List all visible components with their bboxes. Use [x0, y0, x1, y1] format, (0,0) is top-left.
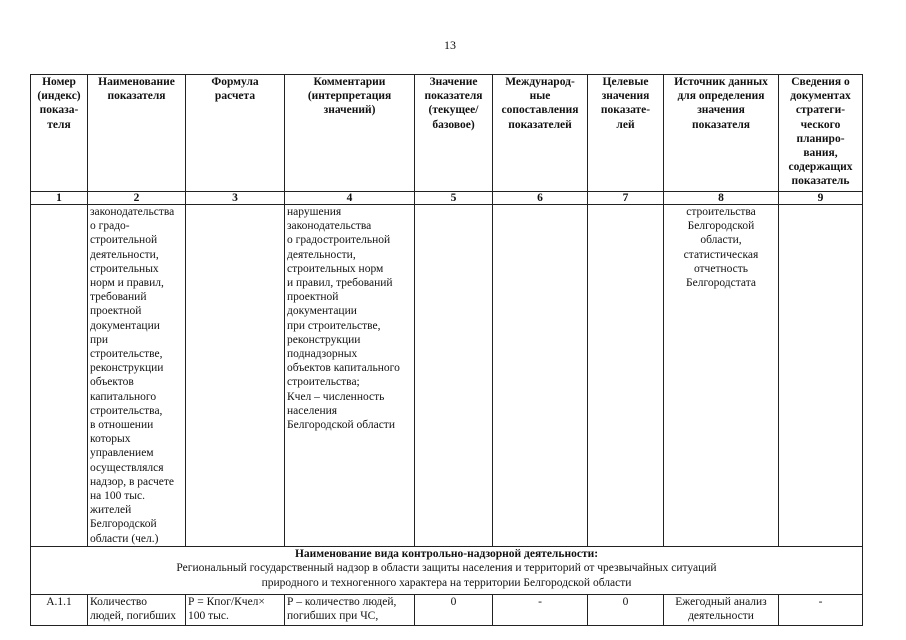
- text-line: сопоставления: [501, 104, 579, 117]
- text-line: (индекс): [37, 90, 81, 103]
- text-line: Кчел – численность: [287, 390, 385, 403]
- text-line: капитального: [90, 390, 157, 403]
- text-line: при строительстве,: [287, 319, 381, 332]
- text-line: документах: [790, 90, 851, 103]
- text-line: Номер: [42, 76, 76, 88]
- indicator-row: [31, 594, 863, 625]
- column-number: 7: [588, 192, 664, 205]
- text-line: Р = Кпог/Кчел×: [188, 595, 265, 608]
- text-line: (текущее/: [428, 104, 479, 117]
- strategic-docs-cell: [779, 205, 863, 547]
- text-line: Сведения о: [791, 76, 850, 88]
- text-line: Белгородстата: [686, 277, 756, 290]
- text-line: о градо-: [90, 220, 130, 233]
- page-number: 13: [444, 38, 456, 52]
- text-line: поднадзорных: [287, 348, 358, 361]
- column-number: 6: [493, 192, 588, 205]
- text-line: населения: [287, 404, 338, 417]
- text-line: в отношении: [90, 419, 154, 432]
- text-line: Ежегодный анализ: [675, 595, 767, 608]
- section-line: Региональный государственный надзор в области защиты населения и территорий от чрезвычайных ситуаций: [176, 562, 717, 575]
- value-cell: [415, 205, 493, 547]
- indicator-table: [30, 74, 863, 626]
- text-line: показателя: [424, 90, 483, 103]
- header-cell: [31, 75, 88, 192]
- text-line: Международ-: [505, 76, 575, 88]
- target-cell: 0: [588, 594, 664, 625]
- section-row: [31, 546, 863, 594]
- text-line: жителей: [90, 504, 132, 517]
- text-line: показателя: [691, 118, 751, 131]
- text-line: (интерпретация: [307, 90, 392, 103]
- text-line: строительной: [90, 234, 158, 247]
- text-line: статистическая: [683, 248, 759, 261]
- text-line: области (чел.): [90, 532, 159, 545]
- header-cell: [285, 75, 415, 192]
- text-line: строительства;: [287, 376, 360, 389]
- text-line: планиро-: [796, 132, 845, 145]
- text-line: строительства: [686, 206, 756, 218]
- text-line: показате-: [600, 104, 651, 117]
- text-line: Комментарии: [313, 76, 386, 88]
- text-line: вания,: [803, 147, 838, 160]
- header-cell: [664, 75, 779, 192]
- text-line: стратеги-: [795, 104, 846, 117]
- column-number: 5: [415, 192, 493, 205]
- index-cell: [31, 205, 88, 547]
- header-cell: [779, 75, 863, 192]
- text-line: осуществлялся: [90, 461, 164, 474]
- text-line: ные: [529, 90, 551, 103]
- section-cell: [31, 546, 863, 594]
- text-line: значений): [323, 104, 376, 117]
- text-line: строительных норм: [287, 262, 384, 275]
- source-cell: [664, 594, 779, 625]
- text-line: деятельности,: [287, 248, 356, 261]
- text-line: строительства,: [90, 404, 163, 417]
- text-line: ческого: [800, 118, 841, 131]
- text-line: документации: [287, 305, 357, 318]
- text-line: Целевые: [602, 76, 649, 88]
- strategic-docs-cell: -: [779, 594, 863, 625]
- index-cell: А.1.1: [31, 594, 88, 625]
- text-line: объектов: [90, 376, 134, 389]
- text-line: Источник данных: [674, 76, 768, 88]
- text-line: расчета: [214, 90, 256, 103]
- text-line: показатель: [791, 175, 850, 188]
- text-line: Р – количество людей,: [287, 595, 397, 608]
- continuation-row: [31, 205, 863, 547]
- international-cell: -: [493, 594, 588, 625]
- text-line: отчетность: [693, 262, 749, 275]
- header-cell: [588, 75, 664, 192]
- section-line: природного и техногенного характера на территории Белгородской области: [261, 576, 632, 589]
- text-line: надзор, в расчете: [90, 475, 175, 488]
- source-cell: [664, 205, 779, 547]
- column-number: 2: [88, 192, 186, 205]
- text-line: области,: [700, 234, 742, 247]
- header-cell: [415, 75, 493, 192]
- text-line: показателя: [107, 90, 166, 103]
- column-number: 8: [664, 192, 779, 205]
- text-line: строительных: [90, 262, 159, 275]
- text-line: нарушения: [287, 206, 342, 218]
- text-line: норм и правил,: [90, 277, 164, 290]
- text-line: Формула: [211, 76, 259, 88]
- text-line: Белгородской: [687, 220, 755, 233]
- column-number: 9: [779, 192, 863, 205]
- text-line: лей: [616, 118, 635, 131]
- text-line: значения: [697, 104, 745, 117]
- text-line: показа-: [39, 104, 79, 117]
- text-line: требований: [90, 291, 147, 304]
- text-line: Белгородской: [90, 518, 157, 531]
- value-cell: 0: [415, 594, 493, 625]
- text-line: для определения: [677, 90, 765, 103]
- formula-cell: [186, 594, 285, 625]
- text-line: которых: [90, 433, 131, 446]
- column-number: 4: [285, 192, 415, 205]
- text-line: при: [90, 333, 109, 346]
- text-line: объектов капитального: [287, 362, 400, 375]
- text-line: деятельности,: [90, 248, 159, 261]
- text-line: реконструкции: [90, 362, 164, 375]
- header-cell: [493, 75, 588, 192]
- text-line: Количество: [90, 595, 147, 608]
- text-line: 100 тыс.: [188, 609, 229, 622]
- text-line: документации: [90, 319, 160, 332]
- text-line: теля: [47, 118, 71, 131]
- column-number-row: [31, 192, 863, 205]
- text-line: реконструкции: [287, 333, 361, 346]
- section-title: Наименование вида контрольно-надзорной деятельности:: [294, 547, 599, 560]
- comment-cell: [285, 205, 415, 547]
- text-line: значения: [601, 90, 650, 103]
- text-line: деятельности: [688, 609, 754, 622]
- formula-cell: [186, 205, 285, 547]
- text-line: базовое): [432, 118, 475, 131]
- text-line: содержащих: [788, 161, 853, 174]
- indicator-name-cell: [88, 205, 186, 547]
- column-number: 3: [186, 192, 285, 205]
- text-line: показателей: [508, 118, 572, 131]
- text-line: и правил, требований: [287, 277, 393, 290]
- text-line: строительстве,: [90, 348, 163, 361]
- text-line: Значение: [429, 76, 478, 88]
- text-line: людей, погибших: [90, 609, 176, 622]
- text-line: управлением: [90, 447, 154, 460]
- text-line: законодательства: [287, 220, 372, 233]
- text-line: на 100 тыс.: [90, 490, 145, 503]
- text-line: законодательства: [90, 206, 175, 218]
- target-cell: [588, 205, 664, 547]
- indicator-name-cell: [88, 594, 186, 625]
- text-line: Белгородской области: [287, 419, 395, 432]
- text-line: о градостроительной: [287, 234, 391, 247]
- text-line: погибших при ЧС,: [287, 609, 379, 622]
- text-line: Наименование: [98, 76, 175, 88]
- header-row: [31, 75, 863, 192]
- header-cell: [88, 75, 186, 192]
- comment-cell: [285, 594, 415, 625]
- text-line: проектной: [287, 291, 339, 304]
- text-line: проектной: [90, 305, 142, 318]
- header-cell: [186, 75, 285, 192]
- column-number: 1: [31, 192, 88, 205]
- international-cell: [493, 205, 588, 547]
